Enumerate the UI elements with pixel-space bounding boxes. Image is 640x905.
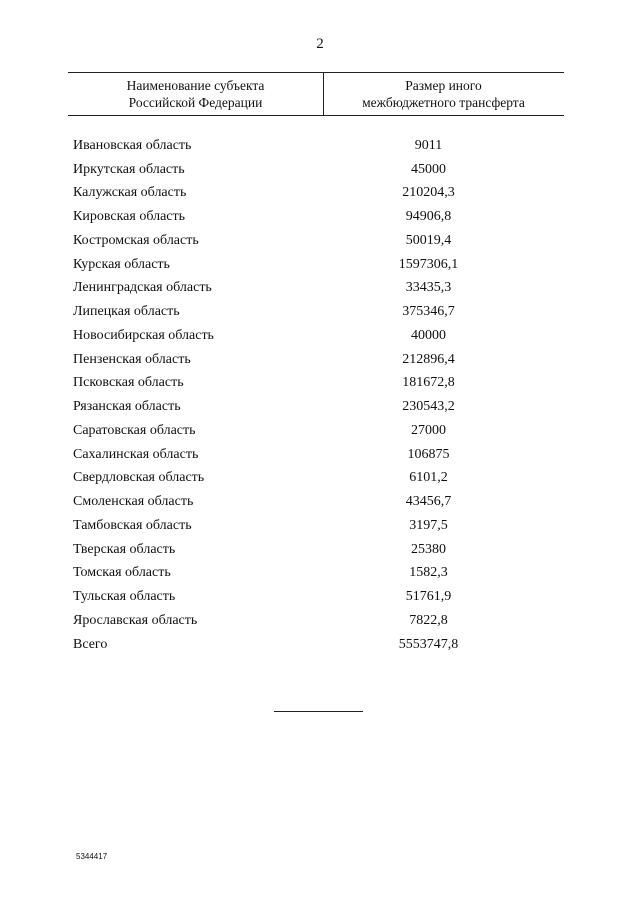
table-row <box>68 277 564 301</box>
region-name: Калужская область <box>73 185 187 201</box>
end-rule <box>274 711 363 712</box>
transfer-amount: 43456,7 <box>405 494 452 510</box>
transfer-amount: 1582,3 <box>409 565 448 581</box>
transfer-amount: 27000 <box>411 422 446 438</box>
transfer-amount: 1597306,1 <box>398 256 459 272</box>
table-row <box>68 134 564 158</box>
transfer-amount: 7822,8 <box>409 612 448 628</box>
region-name: Рязанская область <box>73 399 181 415</box>
table-row <box>68 395 564 419</box>
region-name: Томская область <box>73 565 171 581</box>
transfer-amount: 25380 <box>411 541 446 557</box>
region-name: Липецкая область <box>73 304 180 320</box>
table-row <box>68 585 564 609</box>
table-row <box>68 253 564 277</box>
region-name: Псковская область <box>73 375 184 391</box>
table-row <box>68 562 564 586</box>
region-name: Ивановская область <box>73 137 192 153</box>
region-name: Пензенская область <box>73 351 191 367</box>
region-name: Сахалинская область <box>73 446 199 462</box>
transfer-amount: 210204,3 <box>402 185 455 201</box>
table-row <box>68 514 564 538</box>
table-body <box>68 134 564 657</box>
header-region-name-line-2: Российской Федерации <box>128 95 263 110</box>
table-row <box>68 182 564 206</box>
region-name: Курская область <box>73 256 170 272</box>
table-row <box>68 443 564 467</box>
header-divider <box>323 73 324 115</box>
transfer-amount: 106875 <box>407 446 450 462</box>
region-name: Новосибирская область <box>73 327 214 343</box>
region-name: Ленинградская область <box>73 280 212 296</box>
transfer-amount: 181672,8 <box>402 375 455 391</box>
region-name: Саратовская область <box>73 422 196 438</box>
header-region-name <box>68 73 323 115</box>
transfer-amount: 33435,3 <box>405 280 452 296</box>
region-name: Смоленская область <box>73 494 194 510</box>
transfer-amount: 51761,9 <box>405 589 452 605</box>
table-row <box>68 324 564 348</box>
header-transfer-amount-line-2: межбюджетного трансферта <box>362 95 525 110</box>
transfer-amount: 5553747,8 <box>398 636 459 652</box>
transfer-amount: 45000 <box>411 161 446 177</box>
page-number: 2 <box>316 36 324 52</box>
table-row <box>68 372 564 396</box>
region-name: Иркутская область <box>73 161 185 177</box>
table-row <box>68 609 564 633</box>
transfer-amount: 50019,4 <box>405 232 452 248</box>
total-row <box>68 633 564 657</box>
region-name: Кировская область <box>73 209 186 225</box>
transfer-amount: 3197,5 <box>409 517 448 533</box>
table-row <box>68 158 564 182</box>
region-name: Тверская область <box>73 541 176 557</box>
table-row <box>68 467 564 491</box>
region-name: Свердловская область <box>73 470 205 486</box>
transfer-amount: 94906,8 <box>405 209 452 225</box>
table-row <box>68 490 564 514</box>
table-row <box>68 348 564 372</box>
transfer-amount: 375346,7 <box>402 304 455 320</box>
table-row <box>68 300 564 324</box>
document-code: 5344417 <box>76 852 108 861</box>
transfer-amount: 230543,2 <box>402 399 455 415</box>
transfer-table <box>68 72 564 657</box>
transfer-amount: 9011 <box>414 137 443 153</box>
table-header <box>68 72 564 116</box>
table-row <box>68 205 564 229</box>
region-name: Тульская область <box>73 589 176 605</box>
table-row <box>68 538 564 562</box>
header-transfer-amount <box>323 73 564 115</box>
table-row <box>68 229 564 253</box>
region-name: Ярославская область <box>73 612 198 628</box>
transfer-amount: 212896,4 <box>402 351 455 367</box>
region-name: Тамбовская область <box>73 517 192 533</box>
header-region-name-line-1: Наименование субъекта <box>126 78 265 93</box>
transfer-amount: 40000 <box>411 327 446 343</box>
region-name: Всего <box>73 636 108 652</box>
table-row <box>68 419 564 443</box>
transfer-amount: 6101,2 <box>409 470 448 486</box>
header-transfer-amount-line-1: Размер иного <box>405 78 482 93</box>
region-name: Костромская область <box>73 232 199 248</box>
